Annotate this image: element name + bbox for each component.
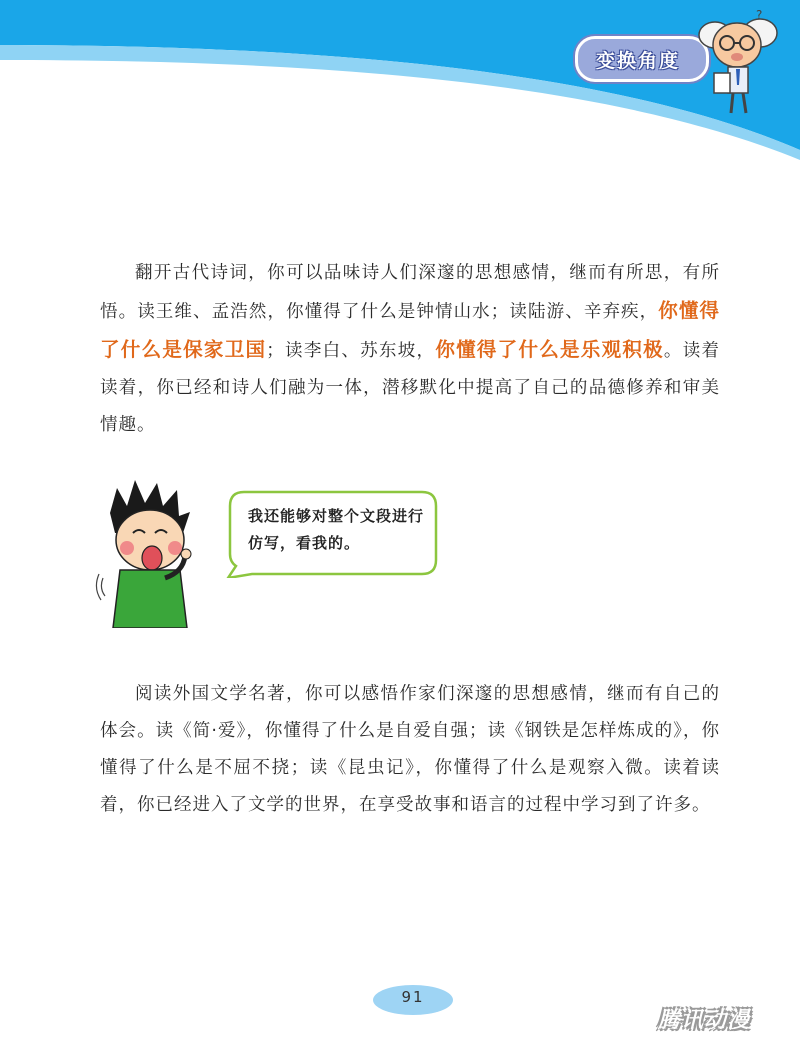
header-swoosh — [0, 0, 800, 170]
paragraph1-text-b: ；读李白、苏东坡， — [266, 341, 436, 361]
paragraph-ancient-poetry — [100, 255, 720, 444]
speech-bubble-text: 我还能够对整个文段进行仿写，看我的。 — [248, 507, 425, 552]
highlight-optimism: 你懂得了什么是乐观积极 — [435, 338, 664, 361]
paragraph2-text: 阅读外国文学名著，你可以感悟作家们深邃的思想感情，继而有自己的体会。读《简·爱》，你懂得了什么是自爱自强；读《钢铁是怎样炼成的》，你懂得了什么是不屈不挠；读《昆虫记》，你懂得了什么是观察入微。读着读着，你已经进入了文学的世界，在享受故事和语言的过程中学习到了许多。 — [100, 684, 720, 815]
paragraph-foreign-literature — [100, 676, 720, 824]
highlight-patriotism: 你懂得了什么是保家卫国 — [100, 299, 720, 361]
page-number: 91 — [401, 988, 425, 1006]
paragraph1-text-c: 。读着读着，你已经和诗人们融为一体，潜移默化中提高了自己的品德修养和审美情趣。 — [100, 341, 720, 435]
professor-mascot-icon — [690, 5, 790, 120]
section-title-badge — [575, 36, 709, 82]
section-title: 变换角度 — [596, 49, 681, 72]
boy-character-icon — [95, 478, 205, 628]
paragraph1-text-a: 翻开古代诗词，你可以品味诗人们深邃的思想感情，继而有所思，有所悟。读王维、孟浩然，你懂得了什么是钟情山水；读陆游、辛弃疾， — [100, 263, 720, 322]
watermark-logo: 腾讯动漫 — [658, 1008, 751, 1033]
svg-text:?: ? — [756, 8, 763, 22]
